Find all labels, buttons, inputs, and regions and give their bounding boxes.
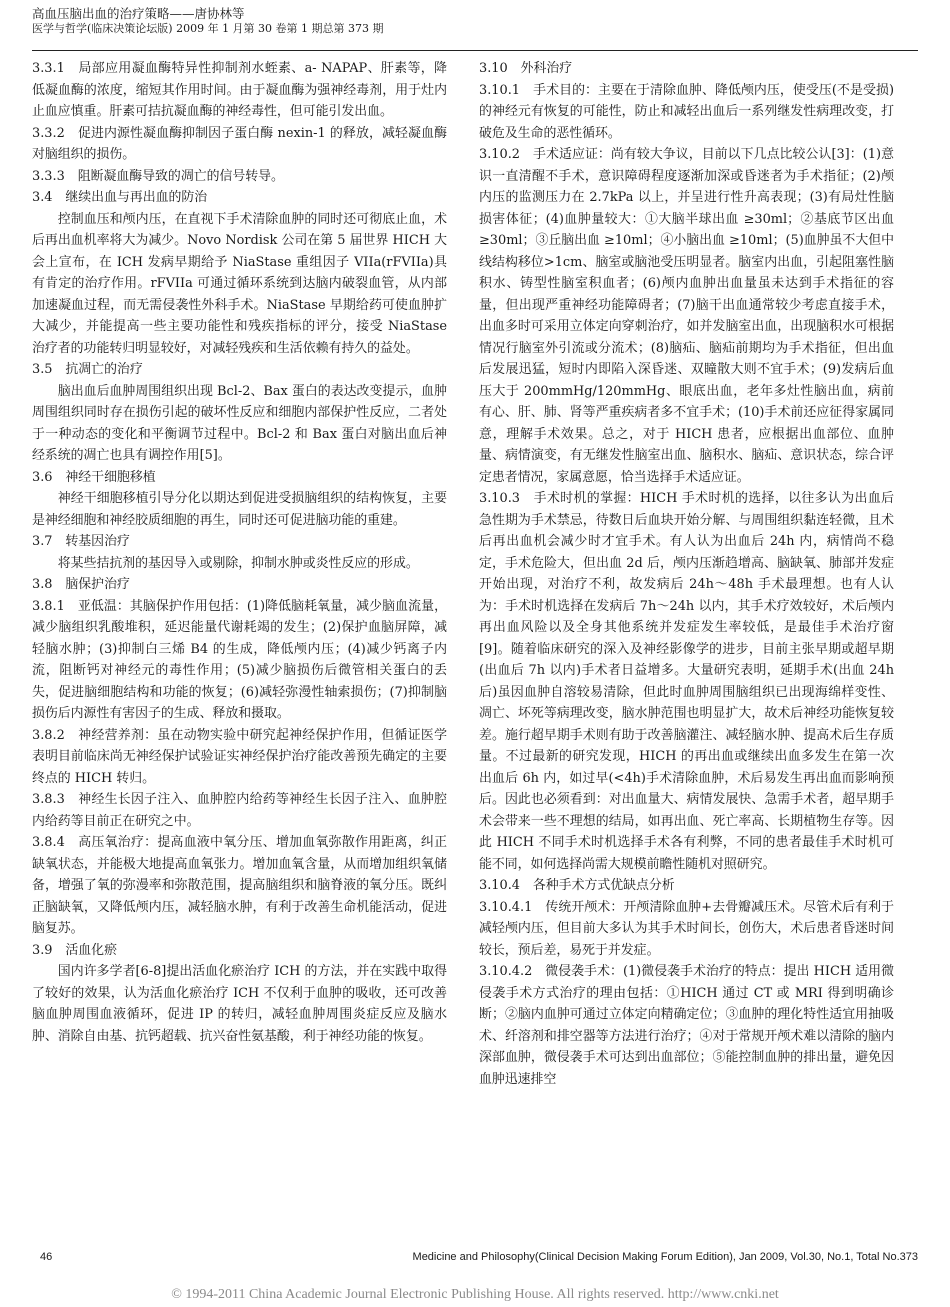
heading-3-5: 3.5 抗凋亡的治疗 xyxy=(32,362,143,377)
heading-3-10: 3.10 外科治疗 xyxy=(479,61,573,76)
header-rule xyxy=(32,50,918,51)
page-number: 46 xyxy=(40,1251,53,1263)
heading-3-7: 3.7 转基因治疗 xyxy=(32,534,130,549)
section-3-8-1: 3.8.1 亚低温：其脑保护作用包括：(1)降低脑耗氧量，减少脑血流量，减少脑组织乳酸堆积，延迟能量代谢耗竭的发生；(2)保护血脑屏障，减轻脑水肿；(3)抑制白三烯 B4 的生成，降低颅内压；(4)减少钙离子内流，阻断钙对神经元的毒性作用；(5)减少脑损伤后微管相关蛋白的丢失，促进脑细胞结构和功能的恢复；(6)减轻弥漫性轴索损伤；(7)抑制脑损伤后内源性有害因子的生成、释放和摄取。 xyxy=(32,598,447,721)
copyright-watermark: © 1994-2011 China Academic Journal Electronic Publishing House. All rights reserved. http://www.cnki.net xyxy=(171,1287,779,1302)
running-header xyxy=(32,6,912,36)
paragraph-3-5: 脑出血后血肿周围组织出现 Bcl-2、Bax 蛋白的表达改变提示，血肿周围组织同时存在损伤引起的破坏性反应和细胞内部保护性反应，二者处于一种动态的变化和平衡调节过程中。Bcl-2 和 Bax 蛋白对脑出血后神经系统的凋亡也具有调控作用[5]。 xyxy=(32,383,447,463)
paragraph-3-9: 国内许多学者[6-8]提出活血化瘀治疗 ICH 的方法，并在实践中取得了较好的效果，认为活血化瘀治疗 ICH 不仅利于血肿的吸收，还可改善脑血肿周围血液循环，促进 IP 的转归，减轻血肿周围炎症反应及脑水肿、消除自由基、抗钙超载、抗兴奋性氨基酸，利于神经功能的恢复。 xyxy=(32,964,447,1044)
heading-3-6: 3.6 神经干细胞移植 xyxy=(32,469,156,485)
paragraph-3-4: 控制血压和颅内压，在直视下手术清除血肿的同时还可彻底止血，术后再出血机率将大为减少。Novo Nordisk 公司在第 5 届世界 HICH 大会上宣布，在 ICH 发病早期给予 NiaStase 重组因子 VIIa(rFVIIa)具有肯定的治疗作用。rFVIIa 可通过循环系统到达脑内破裂血管，从内部加速凝血过程，而无需侵袭性外科手术。NiaStase 早期给药可使血肿扩大减少，并能提高一些主要功能性和残疾指标的评分，接受 NiaStase 治疗者的功能转归明显较好，对减轻残疾和生活依赖有持久的益处。 xyxy=(32,211,447,356)
section-3-10-4-2: 3.10.4.2 微侵袭手术：(1)微侵袭手术治疗的特点：提出 HICH 适用微侵袭手术方式治疗的理由包括：①HICH 通过 CT 或 MRI 得到明确诊断；②脑内血肿可通过立体定向精确定位；③血肿的理化特性适宜用抽吸术、纤溶剂和排空器等方法进行治疗；④对于常规开颅术难以清除的脑内深部血肿，微侵袭手术可达到出血部位；⑤能控制血肿的排出量，避免因血肿迅速排空 xyxy=(479,964,894,1087)
right-column xyxy=(479,58,894,1090)
section-3-10-2: 3.10.2 手术适应证：尚有较大争议，目前以下几点比较公认[3]：(1)意识一直清醒不手术，意识障碍程度逐渐加深或昏迷者为手术指征；(2)颅内压的监测压力在 2.7kPa 以上，并呈进行性升高表现；(3)有局灶性脑损害体征；(4)血肿量较大：①大脑半球出血 ≥30ml；②基底节区出血 ≥30ml；③丘脑出血 ≥10ml；④小脑出血 ≥10ml；(5)血肿虽不大但中线结构移位>1cm、脑室或脑池受压明显者。脑室内出血，引起阻塞性脑积水、铸型性脑室积血者；(6)颅内血肿出血量虽未达到手术指征的容量，但出现严重神经功能障碍者；(7)脑干出血通常较少考虑直接手术，出血多时可采用立体定向穿刺治疗，如并发脑室出血，出现脑积水可根据情况行脑室外引流或分流术；(8)脑疝、脑疝前期均为手术指征，但出血后发展迅猛，短时内即陷入深昏迷、双瞳散大则不宜手术；(9)发病后血压大于 200mmHg/120mmHg、眼底出血，老年多灶性脑出血，病前有心、肝、肺、肾等严重疾病者多不宜手术；(10)手术前还应征得家属同意，理解手术效果。总之，对于 HICH 患者，应根据出血部位、血肿量、病情演变，有无继发性脑室出血、脑积水、脑疝、意识状态，综合评定患者情况，家属意愿，恰当选择手术适应证。 xyxy=(479,147,894,485)
heading-3-8: 3.8 脑保护治疗 xyxy=(32,577,130,592)
section-3-8-2: 3.8.2 神经营养剂：虽在动物实验中研究起神经保护作用，但循证医学表明目前临床尚无神经保护试验证实神经保护治疗能改善预先确定的主要终点的 HICH 转归。 xyxy=(32,727,447,786)
section-3-10-4-1: 3.10.4.1 传统开颅术：开颅清除血肿+去骨瓣减压术。尽管术后有利于减轻颅内压，但目前大多认为其手术时间长，创伤大，术后患者昏迷时间较长，预后差，易死于并发症。 xyxy=(479,899,894,958)
paragraph-3-7: 将某些拮抗剂的基因导入或剔除，抑制水肿或炎性反应的形成。 xyxy=(57,555,419,571)
left-column xyxy=(32,58,447,1047)
heading-3-4: 3.4 继续出血与再出血的防治 xyxy=(32,190,208,205)
section-3-3-3: 3.3.3 阻断凝血酶导致的凋亡的信号转导。 xyxy=(32,168,284,184)
section-3-10-1: 3.10.1 手术目的：主要在于清除血肿、降低颅内压，使受压(不是受损)的神经元有恢复的可能性，防止和减轻出血后一系列继发性病理改变，打破危及生命的恶性循环。 xyxy=(479,82,894,141)
paragraph-3-6: 神经干细胞移植引导分化以期达到促进受损脑组织的结构恢复，主要是神经细胞和神经胶质细胞的再生，同时还可促进脑功能的重建。 xyxy=(32,491,447,528)
section-3-8-3: 3.8.3 神经生长因子注入、血肿腔内给药等神经生长因子注入、血肿腔内给药等目前正在研究之中。 xyxy=(32,792,447,829)
journal-footer: Medicine and Philosophy(Clinical Decision Making Forum Edition), Jan 2009, Vol.30, No.1, Total No.373 xyxy=(412,1251,918,1263)
section-3-10-3: 3.10.3 手术时机的掌握：HICH 手术时机的选择，以往多认为出血后急性期为手术禁忌，待数日后血块开始分解、与周围组织黏连轻微，且术后再出血机会减少时才宜手术。有人认为出血后 24h 内，病情尚不稳定，手术危险大，但出血 2d 后，颅内压渐趋增高、脑缺氧、肺部并发症开始出现，对治疗不利，故发病后 24h～48h 手术最理想。也有人认为：手术时机选择在发病后 7h～24h 以内，其手术疗效较好，术后颅内再出血风险以及全身其他系统并发症发生率较低，是最佳手术治疗窗[9]。随着临床研究的深入及神经影像学的进步，目前主张早期或超早期(出血后 7h 以内)手术者日益增多。大量研究表明，延期手术(出血 24h 后)虽因血肿自溶较易清除，但此时血肿周围脑组织已出现海绵样变性、凋亡、坏死等病理改变，脑水肿范围也明显扩大，故术后神经功能恢复较差。施行超早期手术则有助于改善脑灌注、减轻脑水肿、提高术后生存质量。不过最新的研究发现，HICH 的再出血或继续出血多发生在第一次出血后 6h 内，如过早(<4h)手术清除血肿，术后易发生再出血而影响预后。因此也必须看到：对出血量大、病情发展快、急需手术者，超早期手术会带来一些不理想的结局，如再出血、死亡率高、长期植物生存等。因此 HICH 不同手术时机选择手术各有利弊，不同的患者最佳手术时机可能不同，如何选择尚需大规模前瞻性随机对照研究。 xyxy=(479,491,894,872)
section-3-3-1: 3.3.1 局部应用凝血酶特异性抑制剂水蛭素、a- NAPAP、肝素等，降低凝血酶的浓度，缩短其作用时间。由于凝血酶为强神经毒剂，用于灶内止血应慎重。肝素可拮抗凝血酶的神经毒性，但可能引发出血。 xyxy=(32,61,447,119)
section-3-3-2: 3.3.2 促进内源性凝血酶抑制因子蛋白酶 nexin-1 的释放，减轻凝血酶对脑组织的损伤。 xyxy=(32,125,447,162)
article-title: 高血压脑出血的治疗策略——唐协林等 xyxy=(32,6,245,21)
heading-3-9: 3.9 活血化瘀 xyxy=(32,942,117,958)
heading-3-10-4: 3.10.4 各种手术方式优缺点分析 xyxy=(479,878,675,893)
section-3-8-4: 3.8.4 高压氧治疗：提高血液中氧分压、增加血氧弥散作用距离，纠正缺氧状态，并能极大地提高血氧张力。增加血氧含量，从而增加组织氧储备，增强了氧的弥漫率和弥散范围，提高脑组织和脑脊液的氧分压。既纠正脑缺氧，又降低颅内压，减轻脑水肿，有利于改善生命机能活动，促进脑复苏。 xyxy=(32,835,447,936)
journal-citation: 医学与哲学(临床决策论坛版) 2009 年 1 月第 30 卷第 1 期总第 373 期 xyxy=(32,22,384,35)
